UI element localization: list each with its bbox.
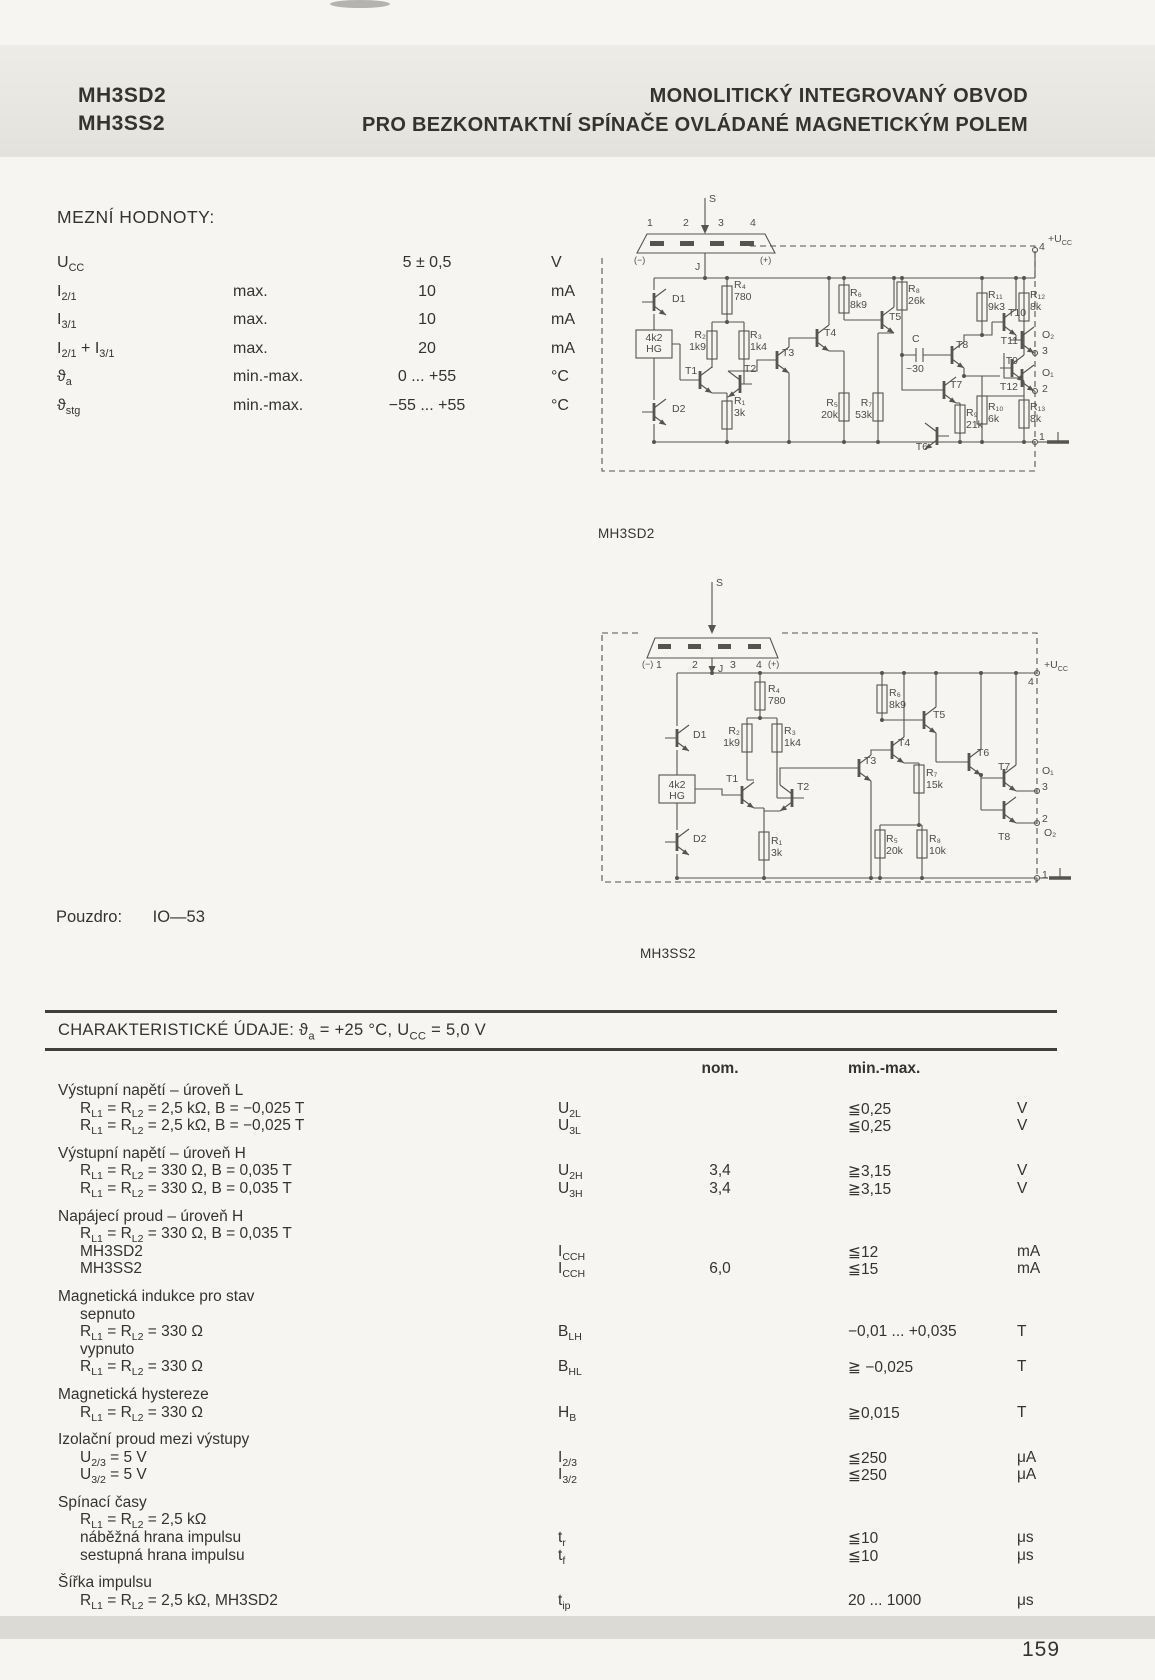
- char-row-symbol: $U_{3L}$: [558, 1117, 581, 1138]
- char-row-label: Napájecí proud – úroveň H: [58, 1207, 244, 1225]
- char-row-symbol: $I_{2/3}$: [558, 1448, 577, 1469]
- limit-symbol: $U_{CC}$: [57, 254, 85, 275]
- package-note-value: IO—53: [152, 908, 205, 926]
- schematic-label: R₃: [750, 329, 762, 341]
- schematic-label: 4: [750, 217, 756, 229]
- schematic-label: 4k2: [668, 779, 686, 791]
- schematic-label: T4: [824, 327, 837, 339]
- schematic-label: T4: [898, 737, 911, 749]
- char-row-label: Výstupní napětí – úroveň L: [58, 1082, 244, 1099]
- char-row-label: $R_{L1} = R_{L2} = 2,5$ kΩ, B = −0,025 T: [80, 1099, 305, 1120]
- limits-row: [57, 311, 637, 340]
- schematic-label: D2: [672, 403, 686, 415]
- char-row-label: Magnetická indukce pro stav: [58, 1287, 255, 1305]
- char-row-label: $R_{L1} = R_{L2} = 330$ Ω: [80, 1403, 203, 1424]
- table-rule-under-title: [45, 1048, 1057, 1051]
- schematic-label: T11: [1000, 335, 1018, 347]
- limit-symbol: $ϑ_a$: [57, 368, 72, 389]
- char-row-minmax-value: ≦0,25: [848, 1100, 892, 1118]
- limit-condition: max.: [233, 339, 268, 357]
- schematic-label: $+U_{CC}$: [1044, 659, 1069, 674]
- schematic-label: T8: [998, 831, 1011, 843]
- characteristics-row: [55, 1243, 1115, 1261]
- char-row-label: MH3SS2: [80, 1260, 143, 1278]
- limit-unit: mA: [551, 311, 575, 328]
- char-row-label: Magnetická hystereze: [58, 1385, 209, 1403]
- schematic-label: 15k: [926, 779, 943, 791]
- char-row-minmax-value: ≧3,15: [848, 1180, 892, 1198]
- mh3sd2-caption: MH3SD2: [598, 526, 655, 541]
- schematic-label: T7: [950, 379, 963, 391]
- characteristics-title: CHARAKTERISTICKÉ ÚDAJE: $ϑ_a = +25$ °C, $U_{CC} = 5,0$ V: [58, 1021, 486, 1043]
- schematic-label: 20k: [886, 845, 903, 857]
- schematic-label: 26k: [908, 295, 925, 307]
- schematic-label: 8k: [1030, 301, 1042, 313]
- schematic-label: T5: [933, 709, 946, 721]
- schematic-label: R₁₁: [988, 289, 1003, 301]
- characteristics-row: [55, 1288, 1115, 1306]
- schematic-label: R₁₂: [1030, 289, 1046, 301]
- char-row-minmax-value: ≦0,25: [848, 1118, 892, 1136]
- schematic-label: R₁: [771, 835, 783, 847]
- schematic-label: 3: [730, 659, 736, 671]
- schematic-label: 8k9: [889, 699, 906, 711]
- schematic-label: R₉: [966, 407, 978, 419]
- schematic-label: T12: [999, 381, 1018, 393]
- schematic-label: 10k: [929, 845, 946, 857]
- schematic-label: T10: [1008, 307, 1027, 319]
- char-row-minmax-value: ≦10: [848, 1530, 879, 1548]
- char-row-label: $R_{L1} = R_{L2} = 330$ Ω: [80, 1358, 203, 1379]
- char-row-unit: μs: [1017, 1529, 1034, 1547]
- char-row-nom-value: 3,4: [709, 1179, 731, 1197]
- char-row-symbol: $I_{CCH}$: [558, 1242, 586, 1263]
- characteristics-row: [55, 1117, 1115, 1138]
- char-row-minmax-value: ≦15: [848, 1261, 879, 1279]
- schematic-label: (−): [642, 659, 654, 669]
- characteristics-row: [55, 1466, 1115, 1487]
- char-row-symbol: $H_B$: [558, 1403, 577, 1424]
- limit-unit: °C: [551, 396, 569, 414]
- limit-condition: min.-max.: [233, 396, 304, 414]
- char-row-minmax-value: ≧3,15: [848, 1163, 892, 1181]
- schematic-label: S: [709, 193, 717, 205]
- schematic-label: 2: [1042, 813, 1048, 825]
- characteristics-row: [55, 1208, 1115, 1226]
- schematic-label: O₂: [1044, 827, 1057, 839]
- char-row-label: Šířka impulsu: [58, 1574, 152, 1592]
- schematic-label: 1: [656, 659, 662, 671]
- char-row-label: $R_{L1} = R_{L2} = 330$ Ω, B = 0,035 T: [80, 1179, 292, 1201]
- schematic-label: D1: [693, 729, 707, 741]
- schematic-label: 1k4: [784, 737, 801, 749]
- limit-values-section: [57, 207, 637, 425]
- limit-symbol: $I_{3/1}$: [57, 311, 77, 332]
- char-row-label: $R_{L1} = R_{L2} = 2,5$ kΩ, MH3SD2: [80, 1591, 278, 1612]
- table-rule-top: [45, 1010, 1057, 1013]
- schematic-label: 1k9: [689, 341, 706, 353]
- char-row-label: $R_{L1} = R_{L2} = 330$ Ω, B = 0,035 T: [80, 1162, 292, 1183]
- characteristics-row: [55, 1145, 1115, 1163]
- limit-symbol: $I_{2/1}$: [57, 282, 77, 303]
- limit-unit: °C: [551, 368, 569, 385]
- limit-unit: mA: [551, 339, 575, 357]
- characteristics-row: [55, 1225, 1115, 1246]
- char-row-label: Spínací časy: [58, 1493, 147, 1511]
- schematic-label: $+U_{CC}$: [1048, 233, 1073, 248]
- characteristics-row: [55, 1260, 1115, 1281]
- schematic-label: 3k: [771, 847, 783, 859]
- schematic-label: 3: [718, 217, 724, 229]
- characteristics-row: [55, 1162, 1115, 1183]
- schematic-label: HG: [669, 790, 685, 802]
- limit-condition: min.-max.: [233, 368, 304, 385]
- model-names: [78, 82, 166, 138]
- schematic-label: R₈: [908, 283, 920, 295]
- char-row-label: $R_{L1} = R_{L2} = 2,5$ kΩ: [80, 1511, 207, 1532]
- package-note-label: Pouzdro:: [56, 908, 123, 926]
- schematic-label: 8k: [1030, 413, 1042, 425]
- char-row-unit: mA: [1017, 1260, 1041, 1278]
- characteristics-row: [55, 1529, 1115, 1550]
- schematic-label: 3: [1042, 345, 1048, 357]
- schematic-label: 2: [692, 659, 698, 671]
- characteristics-row: [55, 1386, 1115, 1404]
- characteristics-row: [55, 1592, 1115, 1610]
- char-row-symbol: $t_{ip}$: [558, 1591, 571, 1612]
- schematic-label: 6k: [988, 413, 1000, 425]
- schematic-label: R₇: [860, 397, 872, 409]
- limits-row: [57, 283, 637, 312]
- scan-smudge: [330, 0, 390, 8]
- schematic-label: T9: [1005, 355, 1018, 367]
- model-name-2: MH3SS2: [78, 112, 166, 135]
- limits-table: [57, 254, 637, 425]
- char-row-minmax-value: ≦10: [848, 1547, 879, 1565]
- char-row-unit: V: [1017, 1162, 1028, 1180]
- schematic-label: R₁₀: [988, 401, 1004, 413]
- schematic-label: 9k3: [988, 301, 1005, 313]
- char-row-label: $U_{3/2} = 5$ V: [80, 1466, 147, 1487]
- limit-value: 5 ± 0,5: [402, 254, 452, 271]
- schematic-label: T3: [864, 755, 877, 767]
- schematic-label: R₆: [850, 287, 862, 299]
- schematic-label: R₇: [926, 767, 938, 779]
- schematic-label: R₁: [734, 395, 746, 407]
- characteristics-row: [55, 1494, 1115, 1512]
- char-row-symbol: $I_{3/2}$: [558, 1466, 577, 1487]
- char-row-symbol: $U_{2L}$: [558, 1099, 581, 1120]
- char-row-label: Izolační proud mezi výstupy: [58, 1431, 250, 1449]
- limit-value: 10: [418, 311, 436, 328]
- limits-row: [57, 397, 637, 426]
- char-row-label: náběžná hrana impulsu: [80, 1529, 242, 1547]
- characteristics-row: [55, 1449, 1115, 1467]
- characteristics-table: [55, 1082, 1115, 1612]
- char-row-minmax-value: ≧ −0,025: [848, 1359, 914, 1377]
- char-row-label: $R_{L1} = R_{L2} = 330$ Ω, B = 0,035 T: [80, 1225, 292, 1246]
- page-title: [362, 82, 1028, 140]
- schematic-label: T6: [915, 441, 928, 453]
- schematic-label: J: [718, 663, 724, 675]
- schematic-label: T2: [797, 781, 810, 793]
- limits-heading: MEZNÍ HODNOTY:: [57, 207, 215, 227]
- schematic-label: 53k: [855, 409, 872, 421]
- characteristics-row: [55, 1358, 1115, 1379]
- char-row-minmax-value: ≦250: [848, 1467, 887, 1485]
- char-row-minmax-value: ≧0,015: [848, 1404, 900, 1422]
- mh3ss2-schematic: [592, 570, 1092, 895]
- char-row-unit: V: [1017, 1179, 1028, 1197]
- schematic-label: S: [716, 577, 724, 589]
- schematic-label: 4: [1028, 676, 1034, 688]
- char-row-symbol: $U_{2H}$: [558, 1162, 583, 1183]
- schematic-label: R₅: [886, 833, 898, 845]
- characteristics-row: [55, 1179, 1115, 1201]
- column-header-nom: nom.: [701, 1060, 739, 1077]
- schematic-label: T2: [744, 363, 757, 375]
- limit-symbol: $ϑ_{stg}$: [57, 396, 81, 417]
- schematic-label: 21k: [966, 419, 983, 431]
- schematic-label: 4: [756, 659, 762, 671]
- limits-row: [57, 254, 637, 283]
- schematic-label: R₃: [784, 725, 796, 737]
- schematic-label: 1: [1039, 431, 1045, 443]
- characteristics-row: [55, 1082, 1115, 1100]
- title-line-2: PRO BEZKONTAKTNÍ SPÍNAČE OVLÁDANÉ MAGNETICKÝM POLEM: [361, 114, 1028, 136]
- limit-value: 0 ... +55: [397, 368, 457, 385]
- schematic-label: 1k9: [723, 737, 740, 749]
- schematic-label: 1k4: [750, 341, 767, 353]
- char-row-symbol: $t_r$: [558, 1529, 566, 1550]
- char-row-label: MH3SD2: [80, 1242, 143, 1260]
- schematic-label: 2: [1042, 383, 1048, 395]
- char-row-label: sestupná hrana impulsu: [80, 1546, 245, 1564]
- page-number: 159: [1022, 1638, 1061, 1661]
- schematic-label: HG: [646, 343, 662, 355]
- schematic-label: T1: [685, 365, 698, 377]
- char-row-symbol: $t_f$: [558, 1546, 566, 1567]
- limit-unit: mA: [551, 282, 575, 300]
- char-row-minmax-value: ≦250: [848, 1449, 887, 1467]
- schematic-label: 1: [1042, 869, 1048, 881]
- schematic-label: C: [912, 333, 920, 345]
- schematic-label: O₂: [1042, 329, 1055, 341]
- char-row-unit: mA: [1017, 1242, 1041, 1260]
- char-row-nom-value: 6,0: [709, 1260, 731, 1278]
- schematic-label: R₂: [694, 329, 706, 341]
- char-row-unit: T: [1017, 1358, 1027, 1376]
- schematic-label: O₁: [1042, 367, 1054, 379]
- char-row-unit: μA: [1017, 1466, 1037, 1484]
- char-row-symbol: $I_{CCH}$: [558, 1260, 586, 1281]
- schematic-drawing: [592, 570, 1092, 895]
- schematic-label: (+): [768, 659, 780, 669]
- schematic-label: R₈: [929, 833, 941, 845]
- char-row-unit: μA: [1017, 1448, 1037, 1466]
- schematic-label: ~30: [906, 363, 924, 375]
- char-row-minmax-value: ≦12: [848, 1243, 879, 1261]
- char-row-unit: μs: [1017, 1591, 1034, 1609]
- schematic-label: 3: [1042, 781, 1048, 793]
- characteristics-row: [55, 1323, 1115, 1344]
- char-row-label: $R_{L1} = R_{L2} = 2,5$ kΩ, B = −0,025 T: [80, 1117, 305, 1138]
- schematic-label: 780: [768, 695, 786, 707]
- schematic-label: T3: [782, 347, 795, 359]
- char-row-unit: T: [1017, 1323, 1027, 1341]
- char-row-label: $R_{L1} = R_{L2} = 330$ Ω: [80, 1323, 203, 1344]
- schematic-label: 4k2: [645, 332, 663, 344]
- schematic-label: R₂: [728, 725, 740, 737]
- limit-unit: V: [551, 254, 562, 271]
- column-header-minmax: min.-max.: [848, 1060, 921, 1077]
- characteristics-row: [55, 1341, 1115, 1359]
- characteristics-row: [55, 1404, 1115, 1422]
- schematic-label: 1: [647, 217, 653, 229]
- schematic-label: R₄: [734, 279, 746, 291]
- limit-symbol: $I_{2/1} + I_{3/1}$: [57, 339, 115, 360]
- schematic-label: 20k: [821, 409, 838, 421]
- schematic-label: T8: [956, 339, 969, 351]
- characteristics-row: [55, 1306, 1115, 1324]
- title-line-1: MONOLITICKÝ INTEGROVANÝ OBVOD: [649, 85, 1028, 107]
- model-name-1: MH3SD2: [78, 84, 167, 107]
- schematic-label: R₅: [826, 397, 838, 409]
- char-row-label: vypnuto: [80, 1340, 135, 1358]
- char-row-unit: V: [1017, 1117, 1028, 1135]
- schematic-label: R₄: [768, 683, 780, 695]
- schematic-label: R₁₃: [1030, 401, 1046, 413]
- limit-value: −55 ... +55: [388, 396, 466, 414]
- char-row-label: $U_{2/3} = 5$ V: [80, 1448, 147, 1469]
- schematic-label: T5: [889, 311, 902, 323]
- char-row-symbol: $B_{HL}$: [558, 1358, 582, 1379]
- char-row-label: sepnuto: [80, 1305, 136, 1323]
- limit-value: 20: [418, 339, 436, 357]
- char-row-unit: T: [1017, 1403, 1027, 1421]
- char-row-minmax-value: 20 ... 1000: [848, 1591, 922, 1609]
- limits-row: [57, 340, 637, 369]
- char-row-symbol: $B_{LH}$: [558, 1323, 582, 1344]
- limit-condition: max.: [233, 282, 268, 300]
- package-note: [56, 908, 205, 927]
- schematic-label: O₁: [1042, 765, 1054, 777]
- schematic-label: 2: [683, 217, 689, 229]
- schematic-label: 4: [1039, 241, 1045, 253]
- schematic-label: 3k: [734, 407, 746, 419]
- mh3ss2-caption: MH3SS2: [640, 946, 696, 961]
- schematic-label: J: [695, 261, 701, 273]
- schematic-label: (−): [634, 255, 646, 265]
- schematic-label: 8k9: [850, 299, 867, 311]
- characteristics-row: [55, 1431, 1115, 1449]
- limits-row: [57, 368, 637, 397]
- schematic-label: D2: [693, 833, 707, 845]
- schematic-label: R₆: [889, 687, 901, 699]
- characteristics-row: [55, 1100, 1115, 1118]
- char-row-unit: V: [1017, 1099, 1028, 1117]
- char-row-label: Výstupní napětí – úroveň H: [58, 1144, 246, 1162]
- limit-value: 10: [418, 282, 436, 300]
- char-row-symbol: $U_{3H}$: [558, 1179, 583, 1201]
- schematic-label: T1: [726, 773, 739, 785]
- mh3sd2-schematic: [592, 190, 1092, 490]
- characteristics-row: [55, 1574, 1115, 1592]
- characteristics-row: [55, 1511, 1115, 1532]
- scan-band-bottom: [0, 1616, 1155, 1639]
- schematic-label: D1: [672, 293, 686, 305]
- schematic-label: T6: [977, 747, 990, 759]
- char-row-nom-value: 3,4: [709, 1162, 731, 1180]
- schematic-label: T7: [998, 761, 1011, 773]
- char-row-minmax-value: −0,01 ... +0,035: [848, 1323, 957, 1341]
- schematic-label: 780: [734, 291, 752, 303]
- schematic-label: (+): [760, 255, 772, 265]
- limit-condition: max.: [233, 311, 268, 328]
- char-row-unit: μs: [1017, 1546, 1034, 1564]
- characteristics-row: [55, 1547, 1115, 1565]
